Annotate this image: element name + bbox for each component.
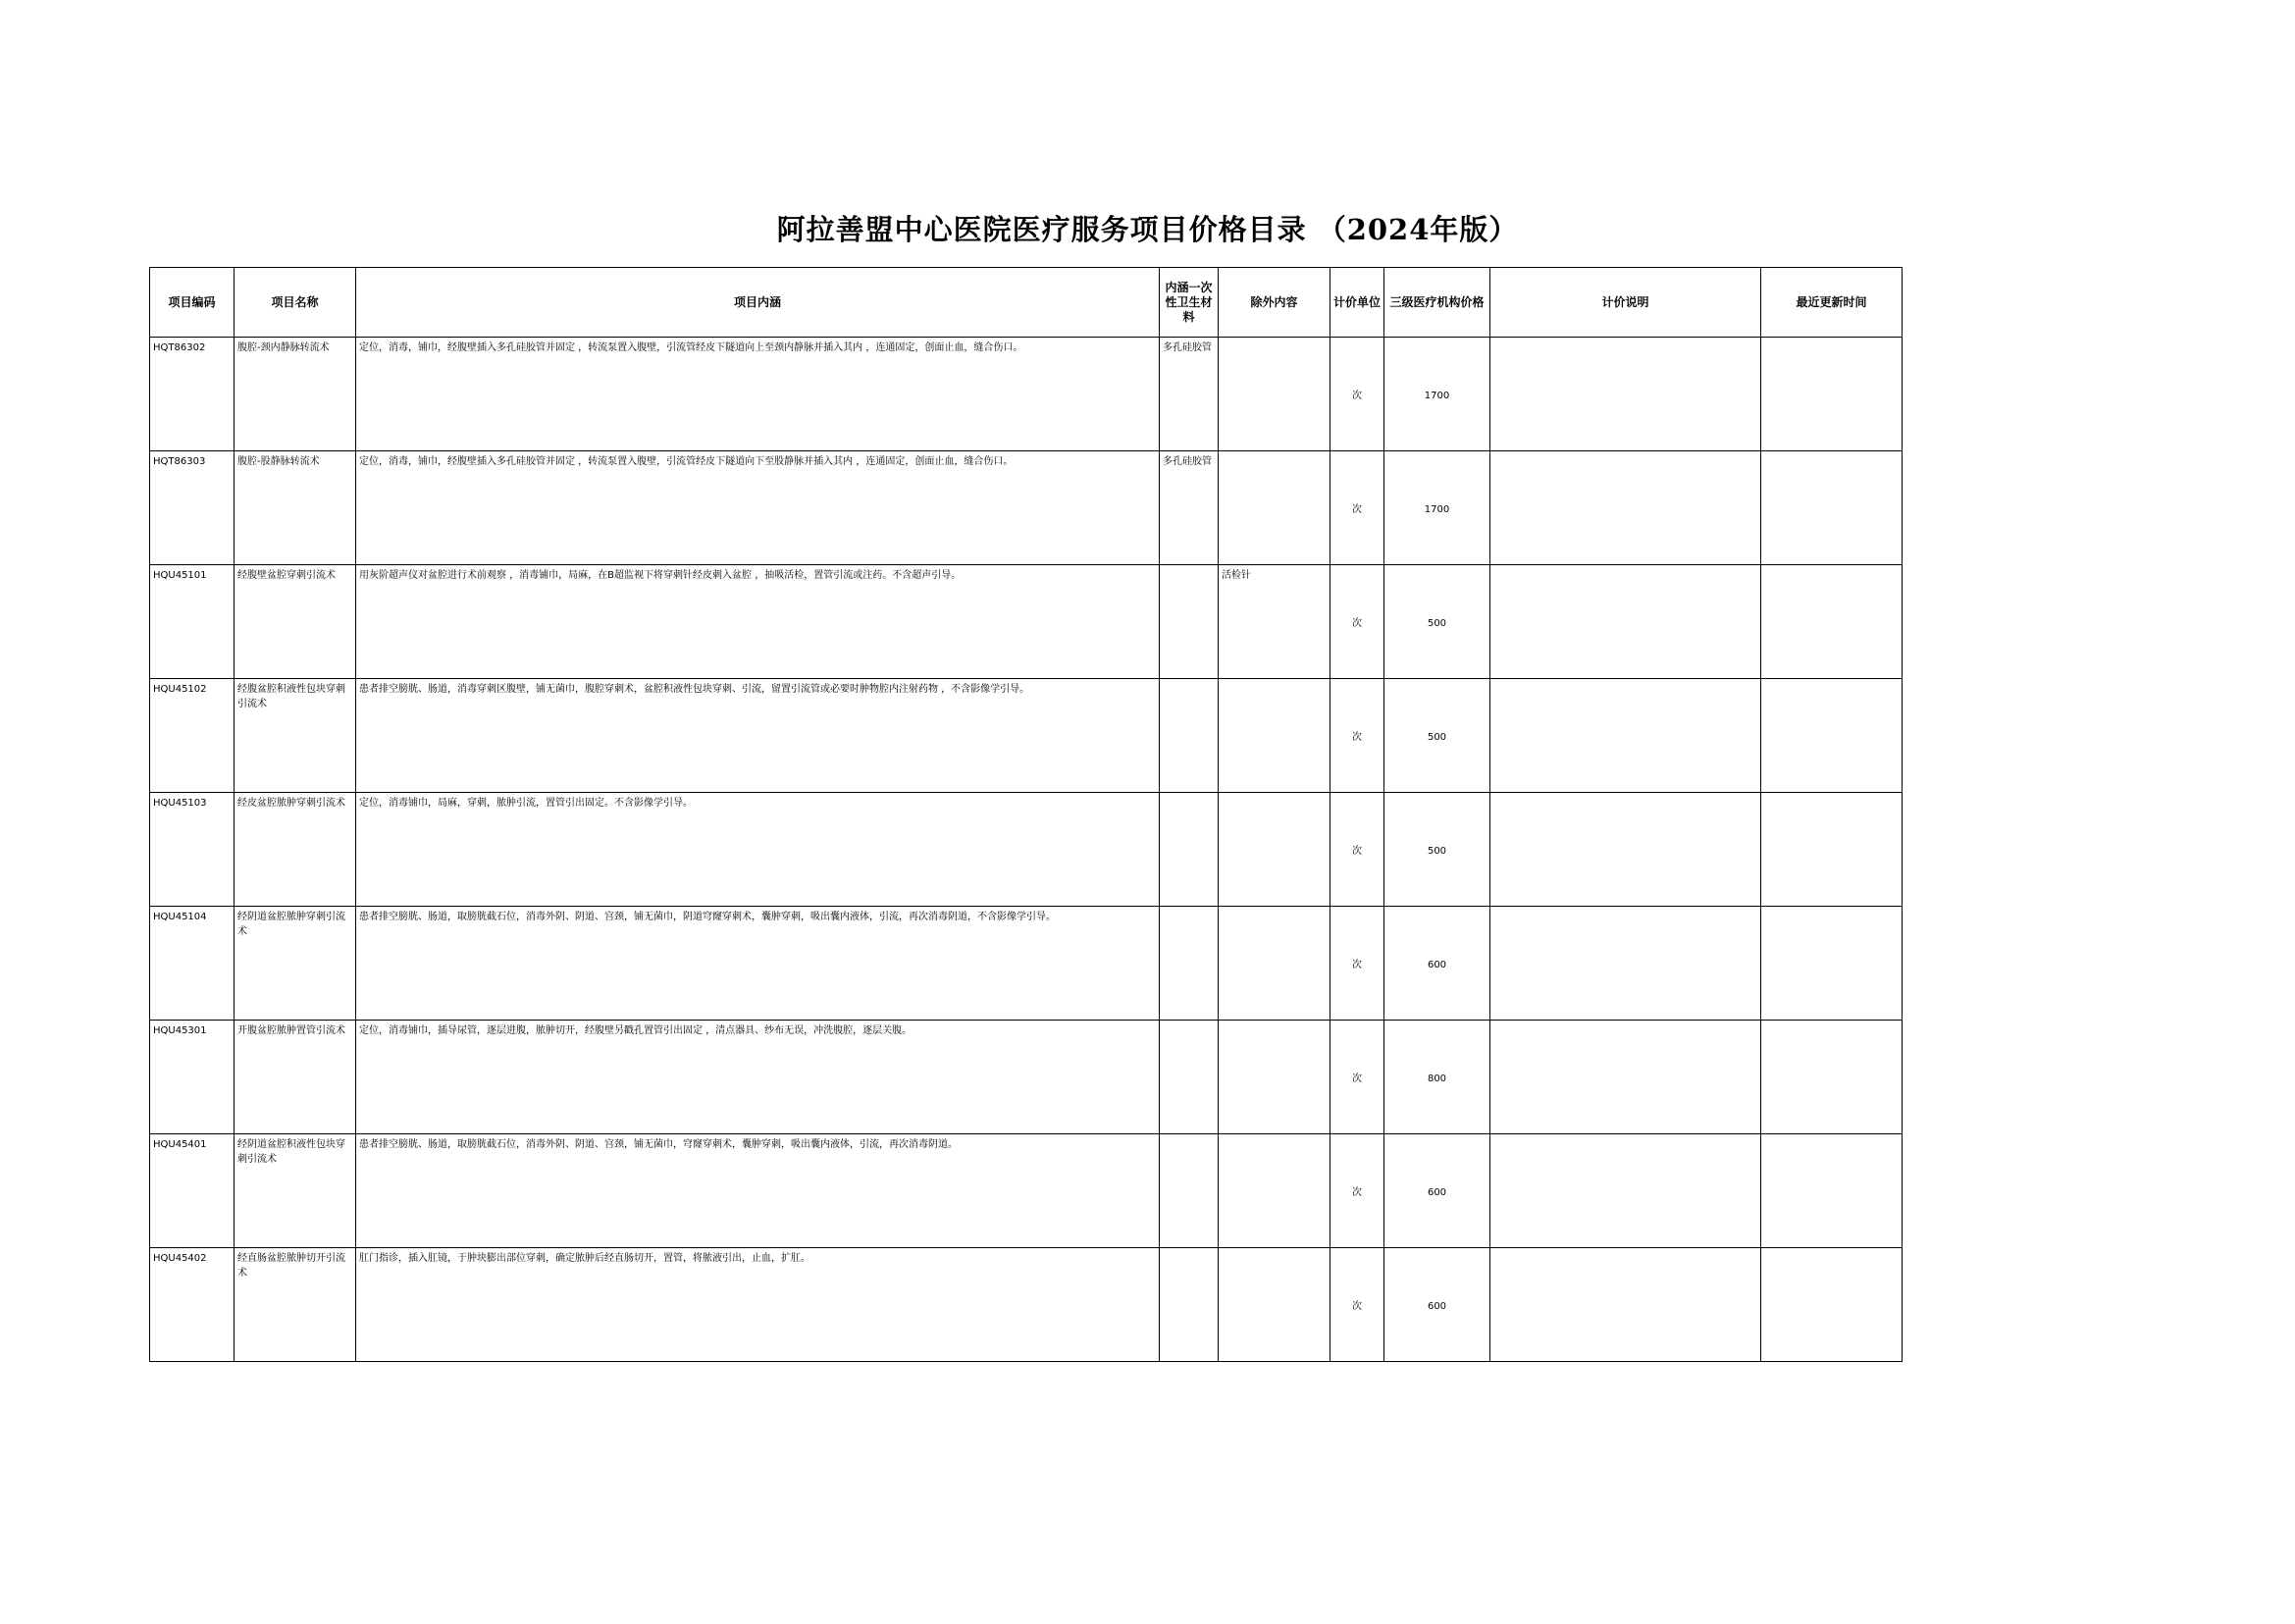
- unit-text: 次: [1352, 504, 1362, 515]
- cell-name: 经腹壁盆腔穿刺引流术: [235, 565, 356, 679]
- cell-exclusions: [1219, 338, 1330, 451]
- unit-text: 次: [1352, 1074, 1362, 1084]
- cell-materials: [1160, 1134, 1219, 1248]
- cell-name: 经阴道盆腔积液性包块穿刺引流术: [235, 1134, 356, 1248]
- cell-name: 经直肠盆腔脓肿切开引流术: [235, 1248, 356, 1362]
- cell-content: 定位，消毒铺巾，局麻，穿刺，脓肿引流，置管引出固定。不含影像学引导。: [356, 793, 1160, 907]
- cell-content: 患者排空膀胱、肠道，取膀胱截石位，消毒外阴、阴道、宫颈，铺无菌巾，穹窿穿刺术，囊肿穿刺，吸出囊内液体，引流，再次消毒阴道。: [356, 1134, 1160, 1248]
- cell-updated: [1761, 451, 1903, 565]
- cell-price: [1384, 679, 1490, 793]
- cell-content: 定位，消毒，铺巾，经腹壁插入多孔硅胶管并固定 ，转流泵置入腹壁，引流管经皮下隧道向下至股静脉并插入其内 ，连通固定，创面止血，缝合伤口。: [356, 451, 1160, 565]
- table-row: [150, 1248, 1903, 1362]
- cell-materials: [1160, 793, 1219, 907]
- cell-price: [1384, 338, 1490, 451]
- table-row: [150, 793, 1903, 907]
- price-text: 600: [1427, 960, 1447, 970]
- cell-updated: [1761, 1134, 1903, 1248]
- unit-text: 次: [1352, 1301, 1362, 1312]
- price-text: 600: [1427, 1301, 1447, 1312]
- cell-price: [1384, 793, 1490, 907]
- cell-unit: [1330, 907, 1384, 1021]
- cell-updated: [1761, 907, 1903, 1021]
- cell-updated: [1761, 338, 1903, 451]
- cell-name: 腹腔-颈内静脉转流术: [235, 338, 356, 451]
- cell-pricing-note: [1490, 793, 1761, 907]
- cell-code: HQU45402: [150, 1248, 235, 1362]
- cell-updated: [1761, 793, 1903, 907]
- cell-pricing-note: [1490, 679, 1761, 793]
- table-row: [150, 565, 1903, 679]
- table-row: [150, 679, 1903, 793]
- header-price: 三级医疗机构价格: [1384, 268, 1490, 338]
- cell-exclusions: [1219, 793, 1330, 907]
- cell-materials: [1160, 565, 1219, 679]
- table-body: [150, 338, 1903, 1362]
- cell-name: 开腹盆腔脓肿置管引流术: [235, 1021, 356, 1134]
- cell-unit: [1330, 1021, 1384, 1134]
- cell-unit: [1330, 451, 1384, 565]
- cell-name: 经皮盆腔脓肿穿刺引流术: [235, 793, 356, 907]
- table-row: [150, 338, 1903, 451]
- header-name: 项目名称: [235, 268, 356, 338]
- cell-materials: [1160, 1021, 1219, 1134]
- unit-text: 次: [1352, 1187, 1362, 1198]
- header-updated: 最近更新时间: [1761, 268, 1903, 338]
- cell-exclusions: 活检针: [1219, 565, 1330, 679]
- cell-exclusions: [1219, 1134, 1330, 1248]
- cell-code: HQU45301: [150, 1021, 235, 1134]
- cell-updated: [1761, 1248, 1903, 1362]
- cell-pricing-note: [1490, 451, 1761, 565]
- price-text: 500: [1427, 732, 1447, 743]
- cell-unit: [1330, 679, 1384, 793]
- cell-exclusions: [1219, 679, 1330, 793]
- cell-code: HQU45401: [150, 1134, 235, 1248]
- price-text: 500: [1427, 618, 1447, 629]
- unit-text: 次: [1352, 960, 1362, 970]
- cell-updated: [1761, 1021, 1903, 1134]
- cell-exclusions: [1219, 1021, 1330, 1134]
- cell-name: 经阴道盆腔脓肿穿刺引流术: [235, 907, 356, 1021]
- header-pricing-note: 计价说明: [1490, 268, 1761, 338]
- unit-text: 次: [1352, 618, 1362, 629]
- cell-updated: [1761, 679, 1903, 793]
- cell-unit: [1330, 1134, 1384, 1248]
- cell-unit: [1330, 338, 1384, 451]
- cell-materials: 多孔硅胶管: [1160, 451, 1219, 565]
- cell-pricing-note: [1490, 1021, 1761, 1134]
- cell-price: [1384, 1134, 1490, 1248]
- cell-materials: [1160, 1248, 1219, 1362]
- cell-content: 定位，消毒，铺巾，经腹壁插入多孔硅胶管并固定 ，转流泵置入腹壁，引流管经皮下隧道向上至颈内静脉并插入其内 ，连通固定，创面止血，缝合伤口。: [356, 338, 1160, 451]
- cell-code: HQU45102: [150, 679, 235, 793]
- cell-code: HQU45104: [150, 907, 235, 1021]
- header-row: [150, 268, 1903, 338]
- cell-content: 患者排空膀胱、肠道，取膀胱截石位，消毒外阴、阴道、宫颈，铺无菌巾，阴道穹窿穿刺术，囊肿穿刺，吸出囊内液体，引流，再次消毒阴道，不含影像学引导。: [356, 907, 1160, 1021]
- cell-unit: [1330, 565, 1384, 679]
- unit-text: 次: [1352, 732, 1362, 743]
- cell-price: [1384, 907, 1490, 1021]
- header-content: 项目内涵: [356, 268, 1160, 338]
- cell-price: [1384, 451, 1490, 565]
- table-row: [150, 907, 1903, 1021]
- price-text: 600: [1427, 1187, 1447, 1198]
- header-exclusions: 除外内容: [1219, 268, 1330, 338]
- cell-unit: [1330, 1248, 1384, 1362]
- cell-content: 用灰阶超声仪对盆腔进行术前观察 ，消毒铺巾，局麻，在B超监视下将穿刺针经皮刺入盆腔 ，抽吸活检，置管引流或注药。不含超声引导。: [356, 565, 1160, 679]
- cell-content: 患者排空膀胱、肠道，消毒穿刺区腹壁，铺无菌巾，腹腔穿刺术，盆腔积液性包块穿刺、引流，留置引流管或必要时肿物腔内注射药物 ，不含影像学引导。: [356, 679, 1160, 793]
- document-title: 阿拉善盟中心医院医疗服务项目价格目录 （2024年版）: [776, 213, 1519, 246]
- cell-exclusions: [1219, 907, 1330, 1021]
- cell-content: 定位，消毒铺巾，插导尿管，逐层进腹，脓肿切开，经腹壁另戳孔置管引出固定 ，清点器具、纱布无误，冲洗腹腔，逐层关腹。: [356, 1021, 1160, 1134]
- table-header: [150, 268, 1903, 338]
- cell-materials: [1160, 907, 1219, 1021]
- price-text: 800: [1427, 1074, 1447, 1084]
- header-unit: 计价单位: [1330, 268, 1384, 338]
- cell-code: HQU45103: [150, 793, 235, 907]
- cell-materials: 多孔硅胶管: [1160, 338, 1219, 451]
- cell-code: HQT86302: [150, 338, 235, 451]
- table-row: [150, 1021, 1903, 1134]
- header-materials: 内涵一次性卫生材料: [1160, 268, 1219, 338]
- cell-price: [1384, 1021, 1490, 1134]
- header-code: 项目编码: [150, 268, 235, 338]
- table-row: [150, 451, 1903, 565]
- cell-price: [1384, 1248, 1490, 1362]
- table-row: [150, 1134, 1903, 1248]
- price-text: 500: [1427, 846, 1447, 857]
- cell-pricing-note: [1490, 565, 1761, 679]
- price-table: [149, 267, 1903, 1362]
- unit-text: 次: [1352, 846, 1362, 857]
- cell-content: 肛门指诊，插入肛镜，于肿块膨出部位穿刺，确定脓肿后经直肠切开，置管，将脓液引出，止血，扩肛。: [356, 1248, 1160, 1362]
- cell-exclusions: [1219, 451, 1330, 565]
- cell-materials: [1160, 679, 1219, 793]
- cell-pricing-note: [1490, 907, 1761, 1021]
- cell-updated: [1761, 565, 1903, 679]
- cell-pricing-note: [1490, 1248, 1761, 1362]
- cell-code: HQT86303: [150, 451, 235, 565]
- cell-exclusions: [1219, 1248, 1330, 1362]
- cell-unit: [1330, 793, 1384, 907]
- cell-name: 腹腔-股静脉转流术: [235, 451, 356, 565]
- cell-name: 经腹盆腔积液性包块穿刺引流术: [235, 679, 356, 793]
- cell-price: [1384, 565, 1490, 679]
- price-text: 1700: [1424, 391, 1450, 401]
- cell-code: HQU45101: [150, 565, 235, 679]
- cell-pricing-note: [1490, 1134, 1761, 1248]
- price-text: 1700: [1424, 504, 1450, 515]
- unit-text: 次: [1352, 391, 1362, 401]
- cell-pricing-note: [1490, 338, 1761, 451]
